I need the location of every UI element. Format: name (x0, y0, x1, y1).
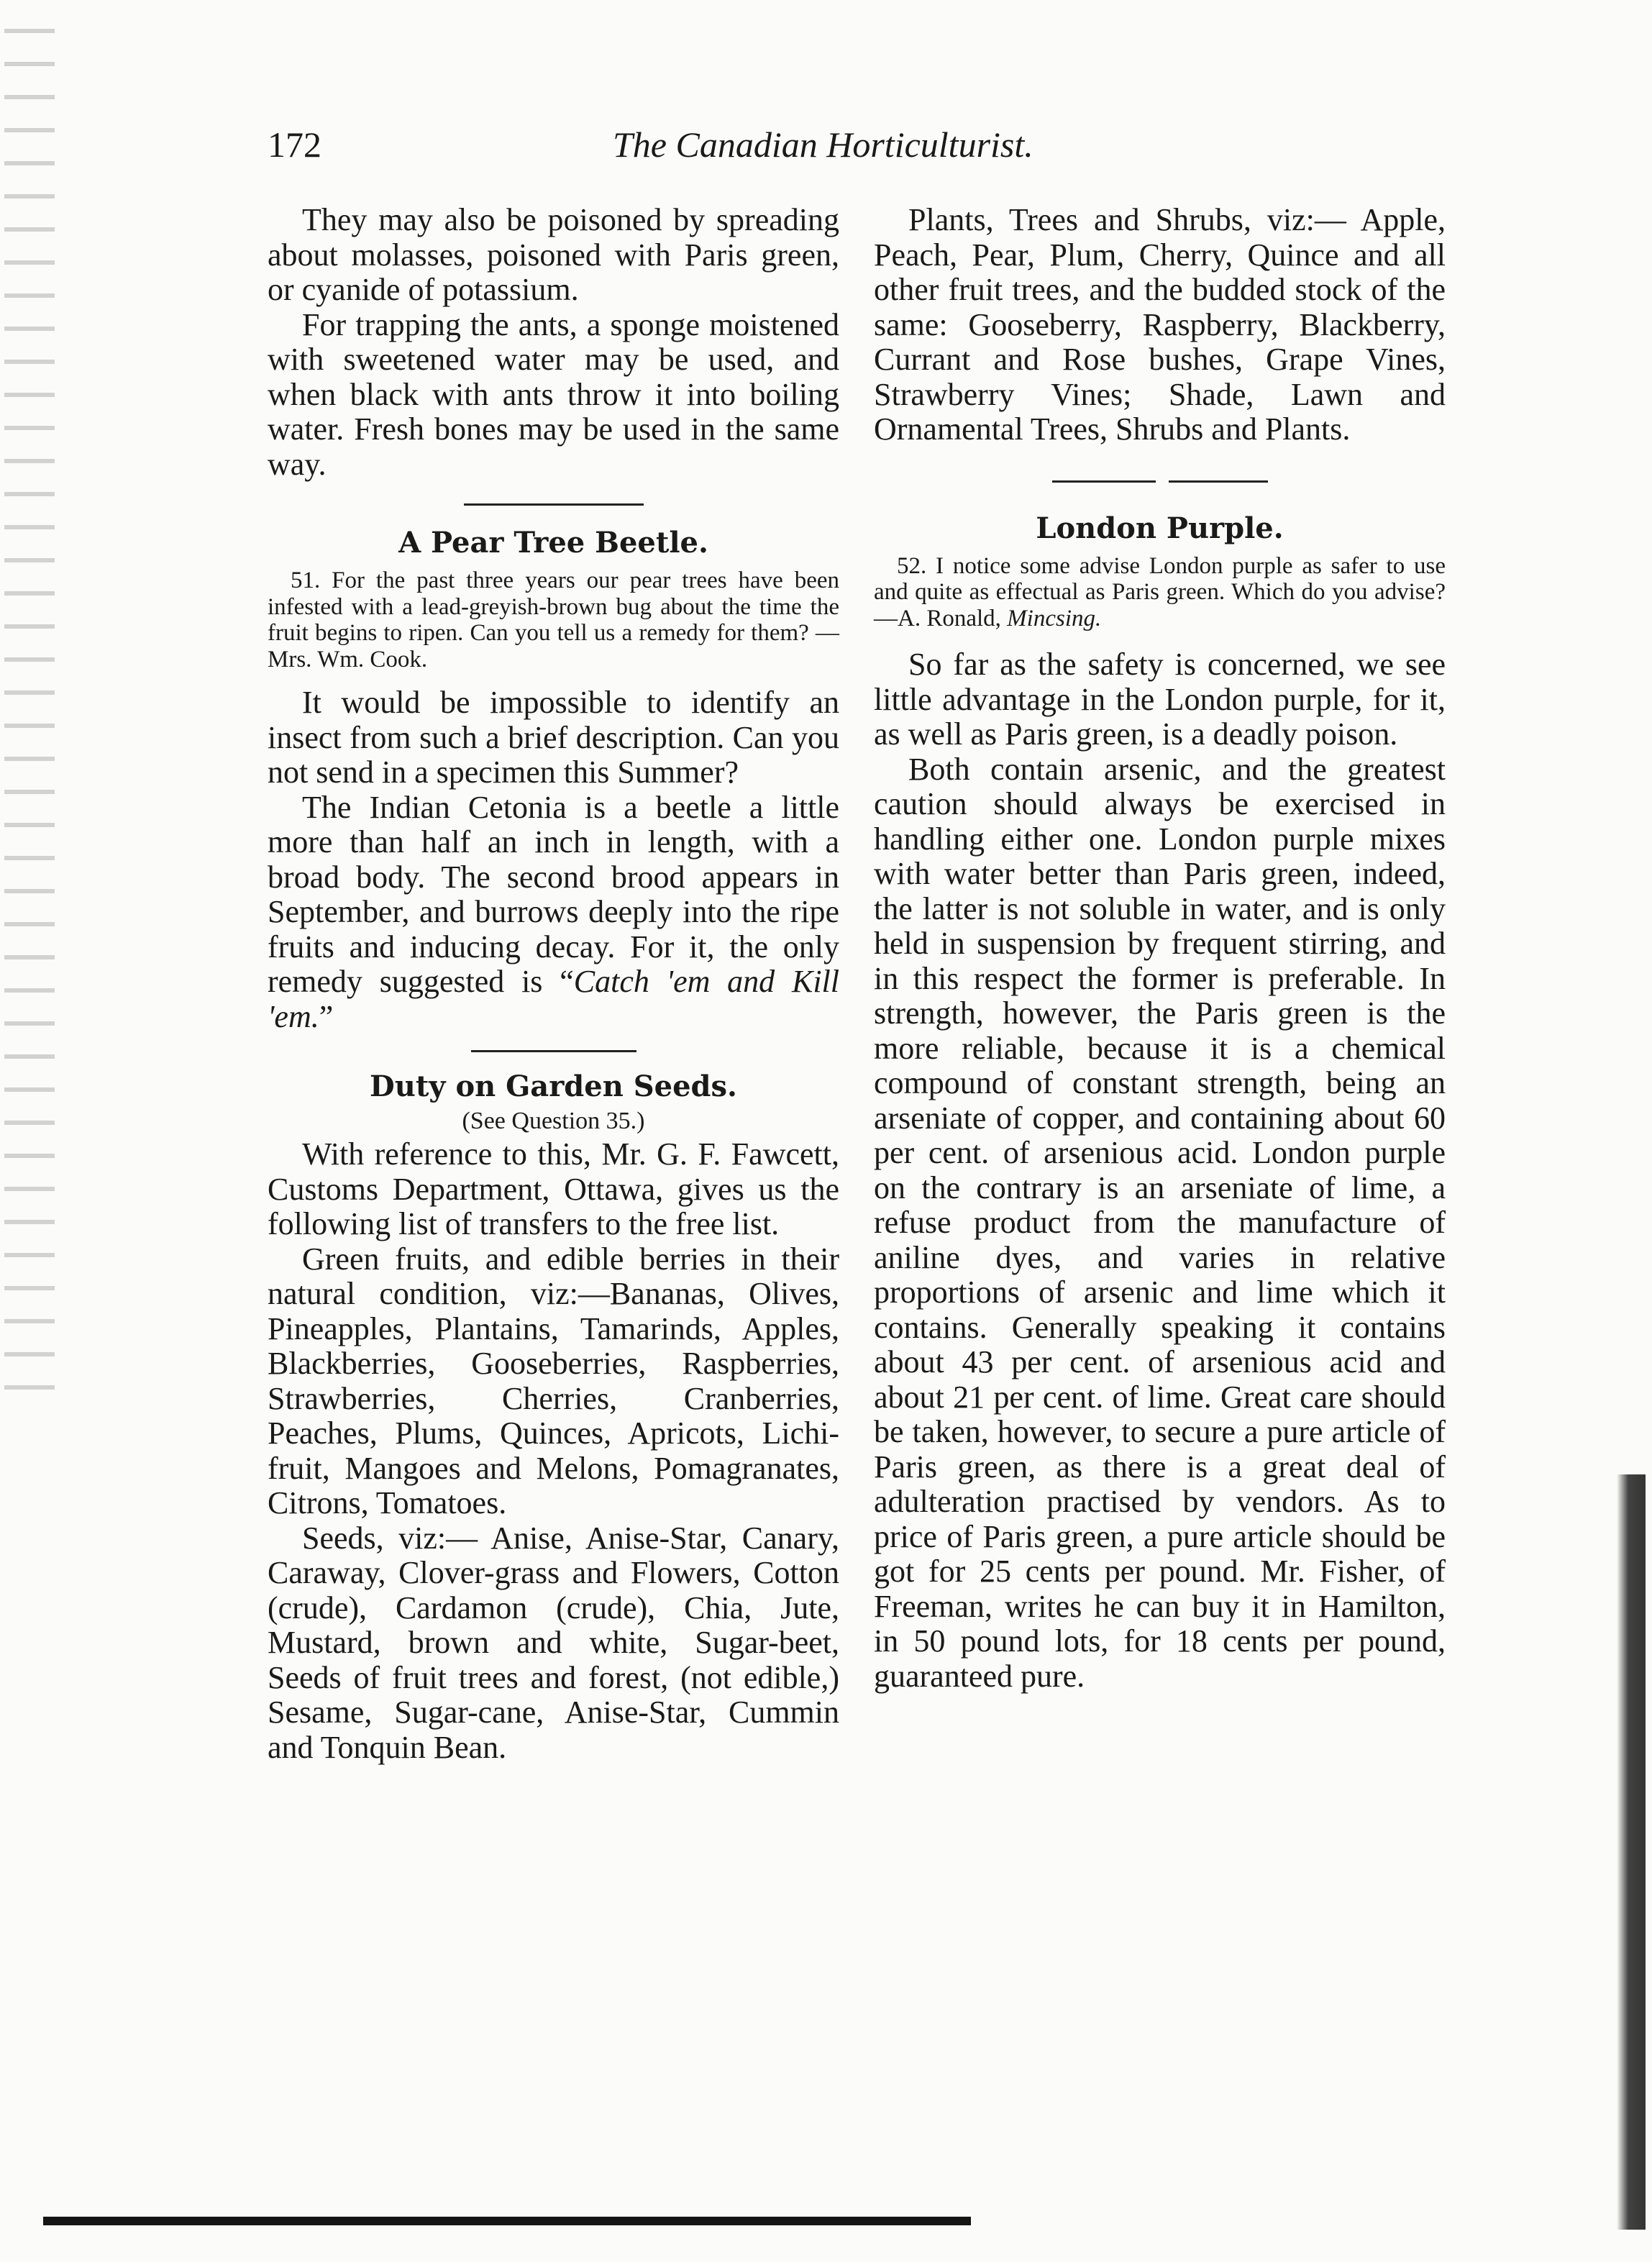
heading-duty-garden-seeds: Duty on Garden Seeds. (370, 1070, 737, 1103)
left-column (268, 203, 839, 1765)
subheading-see-question: (See Question 35.) (462, 1108, 645, 1134)
bottom-rule (43, 2217, 971, 2225)
right-column (874, 203, 1446, 1694)
page-header (268, 124, 1389, 181)
cetonia-remedy-italic: Catch 'em and Kill 'em. (268, 964, 839, 1034)
paragraph-green-fruits: Green fruits, and edible berries in their natural condition, viz:—Bananas, Olives, Pineapples, Plantains, Tamarinds, Apples, Blackberries, Gooseberries, Raspberries, Strawberries, Cherries, Cranberries, Peaches, Plums, Quinces, Apricots, Lichi-fruit, Mangoes and Melons, Pomagranates, Citrons, Tomatoes. (268, 1241, 839, 1520)
question-51: 51. For the past three years our pear trees have been infested with a lead-greyish-brown bug about the time the fruit begins to ripen. Can you tell us a remedy for them? —Mrs. Wm. Cook. (268, 567, 839, 672)
paragraph-plants-trees: Plants, Trees and Shrubs, viz:— Apple, Peach, Pear, Plum, Cherry, Quince and all other fruit trees, and the budded stock of the same: Gooseberry, Raspberry, Blackberry, Currant and Rose bushes, Grape Vines, Strawberry Vines; Shade, Lawn and Ornamental Trees, Shrubs and Plants. (874, 202, 1446, 447)
paragraph-cetonia (268, 790, 839, 1035)
paragraph-safety: So far as the safety is concerned, we see little advantage in the London purple, for it, as well as Paris green, is a deadly poison. (874, 647, 1446, 752)
scan-margin-marks (4, 29, 55, 1395)
cetonia-close-quote: ” (319, 998, 334, 1034)
paragraph-trapping: For trapping the ants, a sponge moistened with sweetened water may be used, and when black with ants throw it into boiling water. Fresh bones may be used in the same way. (268, 306, 839, 482)
paragraph-arsenic: Both contain arsenic, and the greatest caution should always be exercised in handling either one. London purple mixes with water better than Paris green, indeed, the latter is not soluble in water, and is only held in suspension by frequent stirring, and in this respect the former is preferable. In strength, however, the Paris green is the more reliable, because it is a chemical compound of constant strength, being an arseniate of copper, and containing about 60 per cent. of arsenious acid. London purple on the contrary is an arseniate of lime, a refuse product from the manufacture of aniline dyes, and varies in relative proportions of arsenic and lime which it contains. Generally speaking it contains about 43 per cent. of arsenious acid and about 21 per cent. of lime. Great care should be taken, however, to secure a pure article of Paris green, as there is a great deal of adulteration practised by vendors. As to price of Paris green, a pure article should be got for 25 cents per pound. Mr. Fisher, of Freeman, writes he can buy it in Hamilton, in 50 pound lots, for 18 cents per pound, guaranteed pure. (874, 751, 1446, 1694)
question-52 (874, 553, 1446, 632)
cetonia-text: The Indian Cetonia is a beetle a little more than half an inch in length, with a broad body. The second brood appears in September, and burrows deeply into the ripe fruits and inducing decay. For it, the only remedy suggested is “ (268, 789, 839, 999)
heading-pear-tree-beetle: A Pear Tree Beetle. (398, 526, 708, 560)
paragraph-identify: It would be impossible to identify an insect from such a brief description. Can you not send in a specimen this Summer? (268, 685, 839, 790)
question-52-place: Mincsing. (1007, 605, 1102, 631)
scan-edge-shadow (1617, 1474, 1646, 2230)
paragraph-fawcett: With reference to this, Mr. G. F. Fawcett, Customs Department, Ottawa, gives us the following list of transfers to the free list. (268, 1136, 839, 1241)
heading-london-purple: London Purple. (1036, 511, 1284, 545)
question-52-text: 52. I notice some advise London purple as safer to use and quite as effectual as Paris green. Which do you advise?—A. Ronald, (874, 552, 1446, 631)
running-title: The Canadian Horticulturist. (613, 124, 1033, 165)
page-number: 172 (268, 124, 321, 165)
paragraph-seeds: Seeds, viz:— Anise, Anise-Star, Canary, Caraway, Clover-grass and Flowers, Cotton (crude), Cardamon (crude), Chia, Jute, Mustard, brown and white, Sugar-beet, Seeds of fruit trees and forest, (not edible,) Sesame, Sugar-cane, Anise-Star, Cummin and Tonquin Bean. (268, 1520, 839, 1765)
paragraph-poisoning: They may also be poisoned by spreading about molasses, poisoned with Paris green, or cyanide of potassium. (268, 202, 839, 307)
